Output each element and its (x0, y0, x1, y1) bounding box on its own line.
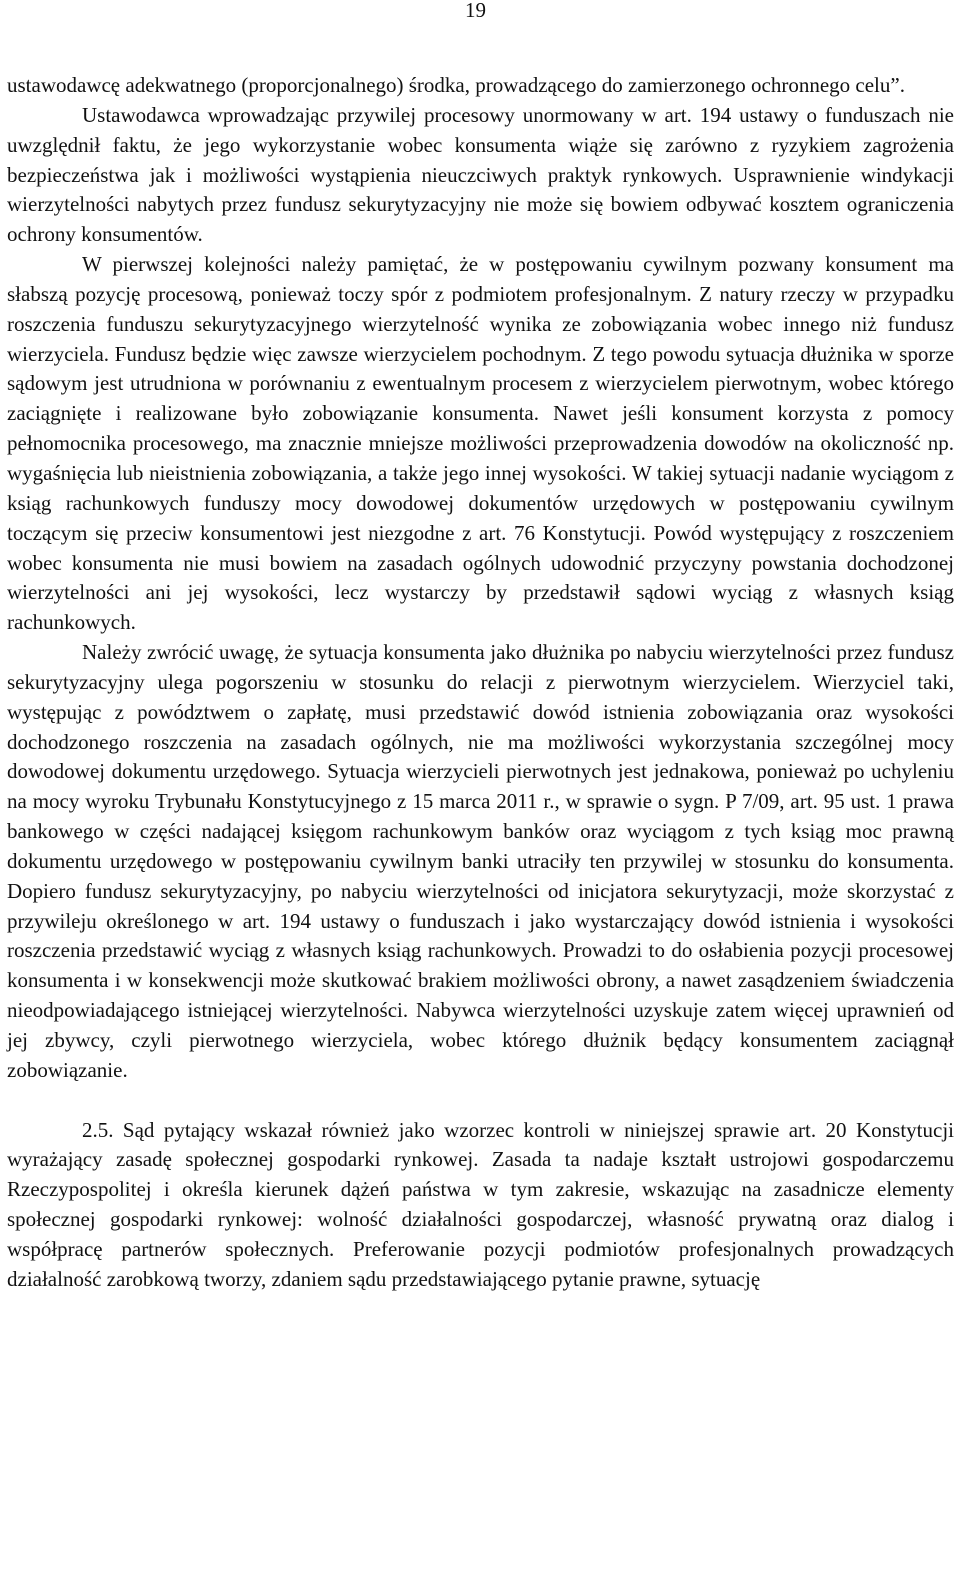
paragraph-4: Należy zwrócić uwagę, że sytuacja konsumenta jako dłużnika po nabyciu wierzytelności przez fundusz sekurytyzacyjny ulega pogorszeniu w stosunku do relacji z pierwotnym wierzycielem. Wierzyciel taki, występując z powództwem o zapłatę, musi przedstawić dowód istnienia zobowiązania oraz wysokości dochodzonego roszczenia na zasadach ogólnych, nie ma możliwości wykorzystania szczególnej mocy dowodowej dokumentu urzędowego. Sytuacja wierzycieli pierwotnych jest jednakowa, ponieważ po uchyleniu na mocy wyroku Trybunału Konstytucyjnego z 15 marca 2011 r., w sprawie o sygn. P 7/09, art. 95 ust. 1 prawa bankowego w części nadającej księgom rachunkowym banków oraz wyciągom z tych ksiąg moc prawną dokumentu urzędowego w postępowaniu cywilnym banki utraciły ten przywilej w stosunku do konsumenta. Dopiero fundusz sekurytyzacyjny, po nabyciu wierzytelności od inicjatora sekurytyzacji, może skorzystać z przywileju określonego w art. 194 ustawy o funduszach i jako wystarczający dowód istnienia i wysokości roszczenia przedstawić wyciąg z własnych ksiąg rachunkowych. Prowadzi to do osłabienia pozycji procesowej konsumenta i w konsekwencji może skutkować brakiem możliwości obrony, a nawet zasądzeniem świadczenia nieodpowiadającego istniejącej wierzytelności. Nabywca wierzytelności uzyskuje zatem więcej uprawnień od jej zbywcy, czyli pierwotnego wierzyciela, wobec którego dłużnik będący konsumentem zaciągnął zobowiązanie. (7, 640, 954, 1082)
paragraph-3: W pierwszej kolejności należy pamiętać, że w postępowaniu cywilnym pozwany konsument ma słabszą pozycję procesową, ponieważ toczy spór z podmiotem profesjonalnym. Z natury rzeczy w przypadku roszczenia funduszu sekurytyzacyjnego wierzytelność wynika ze zobowiązania wobec innego niż fundusz wierzyciela. Fundusz będzie więc zawsze wierzycielem pochodnym. Z tego powodu sytuacja dłużnika w sporze sądowym jest utrudniona w porównaniu z ewentualnym procesem z wierzycielem pierwotnym, wobec którego zaciągnięte i realizowane było zobowiązanie konsumenta. Nawet jeśli konsument korzysta z pomocy pełnomocnika procesowego, ma znacznie mniejsze możliwości przeprowadzenia dowodów na okoliczność np. wygaśnięcia lub nieistnienia zobowiązania, a także jego innej wysokości. W takiej sytuacji nadanie wyciągom z ksiąg rachunkowych funduszy mocy dowodowej dokumentów urzędowych w postępowaniu cywilnym toczącym się przeciw konsumentowi jest niezgodne z art. 76 Konstytucji. Powód występujący z roszczeniem wobec konsumenta nie musi bowiem na zasadach ogólnych udowodnić przyczyny powstania dochodzonej wierzytelności ani jej wysokości, lecz wystarczy by przedstawił sądowi wyciąg z własnych ksiąg rachunkowych. (7, 252, 954, 635)
page-number: 19 (465, 0, 486, 22)
paragraph-1: ustawodawcę adekwatnego (proporcjonalnego) środka, prowadzącego do zamierzonego ochronnego celu”. (7, 73, 905, 97)
paragraph-2: Ustawodawca wprowadzając przywilej procesowy unormowany w art. 194 ustawy o funduszach nie uwzględnił faktu, że jego wykorzystanie wobec konsumenta wiąże się zarówno z ryzykiem zagrożenia bezpieczeństwa jak i możliwości wystąpienia nieuczciwych praktyk rynkowych. Usprawnienie windykacji wierzytelności nabytych przez fundusz sekurytyzacyjny nie może się bowiem odbywać kosztem ograniczenia ochrony konsumentów. (7, 102, 954, 247)
paragraph-5: 2.5. Sąd pytający wskazał również jako wzorzec kontroli w niniejszej sprawie art. 20 Konstytucji wyrażający zasadę społecznej gospodarki rynkowej. Zasada ta nadaje kształt ustrojowi gospodarczemu Rzeczypospolitej i określa kierunek dążeń państwa w tym zakresie, wskazując na zasadnicze elementy społecznej gospodarki rynkowej: wolność działalności gospodarczej, własność prywatną oraz dialog i współpracę partnerów społecznych. Preferowanie pozycji podmiotów profesjonalnych prowadzących działalność zarobkową tworzy, zdaniem sądu przedstawiającego pytanie prawne, sytuację (7, 1117, 954, 1291)
document-body (7, 71, 954, 1295)
